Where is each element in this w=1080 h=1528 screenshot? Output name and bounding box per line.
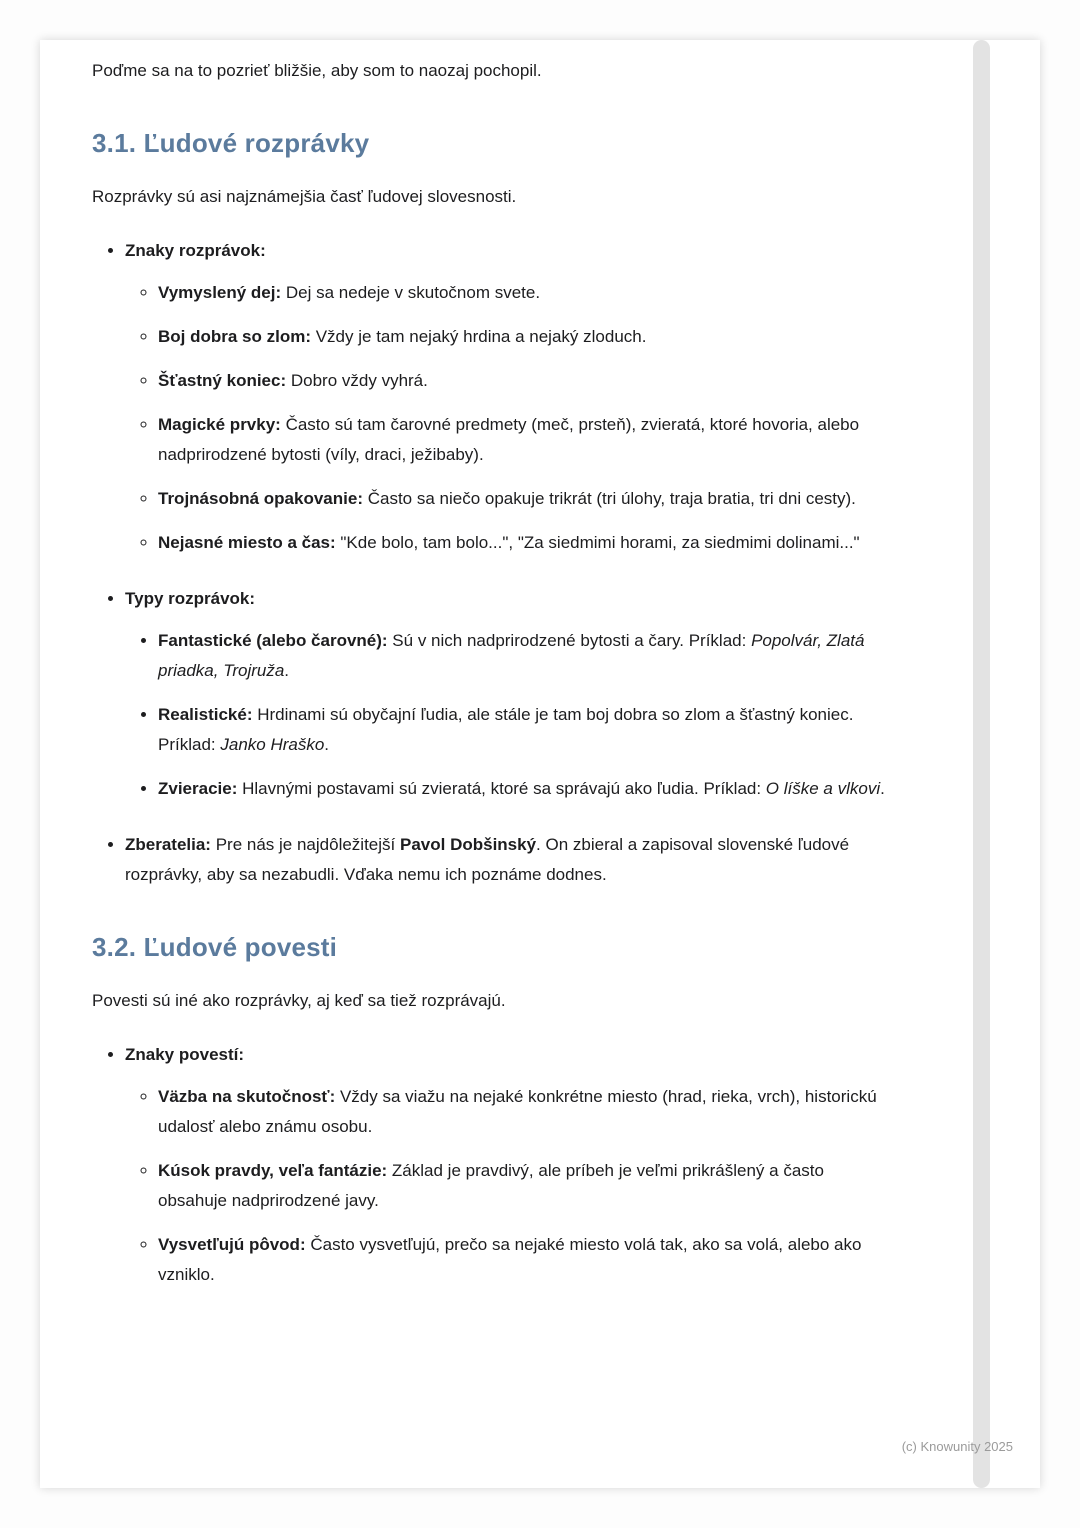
item-text: Dobro vždy vyhrá. <box>286 371 428 390</box>
list-item <box>158 278 890 308</box>
item-text: Hlavnými postavami sú zvieratá, ktoré sa správajú ako ľudia. Príklad: <box>237 779 766 798</box>
list-item <box>158 1156 890 1216</box>
list-group-znaky-rozpravok <box>125 236 890 558</box>
list-item <box>158 366 890 396</box>
watermark: (c) Knowunity 2025 <box>901 1439 1013 1454</box>
item-person: Pavol Dobšinský <box>399 835 537 854</box>
item-text: Často sa niečo opakuje trikrát (tri úlohy, traja bratia, tri dni cesty). <box>363 489 856 508</box>
item-term: Fantastické (alebo čarovné): <box>158 631 388 650</box>
list-item <box>158 484 890 514</box>
item-example: Janko Hraško <box>220 735 325 754</box>
list-group-znaky-povesti <box>125 1040 890 1290</box>
section-heading-3-2: 3.2. Ľudové povesti <box>92 932 338 962</box>
section-heading-3-1: 3.1. Ľudové rozprávky <box>92 128 370 158</box>
sublist-znaky-rozpravok <box>125 278 890 558</box>
item-term: Zberatelia: <box>125 835 211 854</box>
list-rozpravky <box>92 236 890 890</box>
item-term: Vymyslený dej: <box>158 283 282 302</box>
item-text: "Kde bolo, tam bolo...", "Za siedmimi horami, za siedmimi dolinami..." <box>335 533 860 552</box>
item-text: Pre nás je najdôležitejší <box>210 835 400 854</box>
item-text: Vždy sa viažu na nejaké konkrétne miesto (hrad, rieka, vrch), historickú udalosť alebo známu osobu. <box>158 1087 877 1136</box>
section-3-1-lead: Rozprávky sú asi najznámejšia časť ľudovej slovesnosti. <box>92 187 517 206</box>
item-text: Dej sa nedeje v skutočnom svete. <box>281 283 541 302</box>
list-item <box>158 1082 890 1142</box>
item-text: Hrdinami sú obyčajní ľudia, ale stále je tam boj dobra so zlom a šťastný koniec. Príklad: <box>158 705 854 754</box>
section-3-2-lead: Povesti sú iné ako rozprávky, aj keď sa tiež rozprávajú. <box>92 991 506 1010</box>
list-item <box>158 410 890 470</box>
item-text: Základ je pravdivý, ale príbeh je veľmi prikrášlený a často obsahuje nadprirodzené javy. <box>158 1161 824 1210</box>
item-text-end: . <box>324 735 330 754</box>
list-item <box>158 700 890 760</box>
sublist-typy-rozpravok <box>125 626 890 804</box>
sublist-znaky-povesti <box>125 1082 890 1290</box>
item-example: O líške a vlkovi <box>765 779 881 798</box>
intro-paragraph: Poďme sa na to pozrieť bližšie, aby som to naozaj pochopil. <box>92 61 542 80</box>
item-text-end: . On zbieral a zapisoval slovenské ľudové rozprávky, aby sa nezabudli. Vďaka nemu ich poznáme dodnes. <box>125 835 850 884</box>
item-term: Nejasné miesto a čas: <box>158 533 336 552</box>
item-text: Často sú tam čarovné predmety (meč, prsteň), zvieratá, ktoré hovoria, alebo nadprirodzené bytosti (víly, draci, ježibaby). <box>158 415 860 464</box>
item-term: Zvieracie: <box>158 779 238 798</box>
list-item <box>158 774 890 804</box>
item-text: Sú v nich nadprirodzené bytosti a čary. Príklad: <box>387 631 752 650</box>
group-title: Znaky povestí: <box>125 1045 245 1064</box>
item-term: Magické prvky: <box>158 415 281 434</box>
item-term: Trojnásobná opakovanie: <box>158 489 363 508</box>
document-page <box>40 40 1040 1488</box>
item-term: Boj dobra so zlom: <box>158 327 311 346</box>
list-group-typy-rozpravok <box>125 584 890 804</box>
item-text-end: . <box>880 779 885 798</box>
item-text: Vždy je tam nejaký hrdina a nejaký zloduch. <box>311 327 647 346</box>
item-text: Často vysvetľujú, prečo sa nejaké miesto volá tak, ako sa volá, alebo ako vzniklo. <box>158 1235 862 1284</box>
list-item <box>158 528 890 558</box>
group-title: Typy rozprávok: <box>125 589 256 608</box>
item-text-end: . <box>284 661 290 680</box>
item-term: Realistické: <box>158 705 253 724</box>
group-title: Znaky rozprávok: <box>125 241 266 260</box>
item-term: Väzba na skutočnosť: <box>158 1087 336 1106</box>
list-povesti <box>92 1040 890 1290</box>
item-term: Kúsok pravdy, veľa fantázie: <box>158 1161 388 1180</box>
scrollbar-track[interactable] <box>973 40 990 1488</box>
item-term: Šťastný koniec: <box>158 371 287 390</box>
list-item <box>158 1230 890 1290</box>
item-term: Vysvetľujú pôvod: <box>158 1235 306 1254</box>
item-example: Popolvár, Zlatá priadka, Trojruža <box>158 631 865 680</box>
list-item <box>158 322 890 352</box>
list-item-zberatelia <box>125 830 890 890</box>
list-item <box>158 626 890 686</box>
